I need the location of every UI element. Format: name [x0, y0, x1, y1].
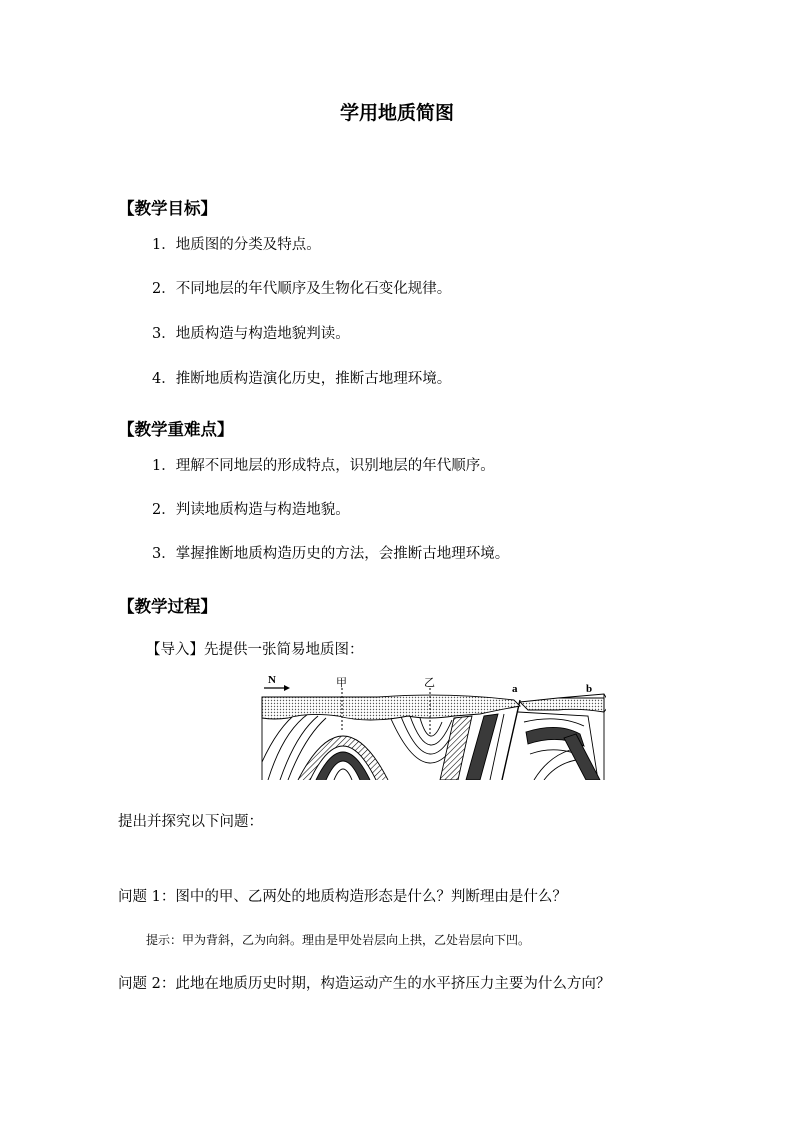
key-point-item-2: 2．判读地质构造与构造地貌。 — [152, 502, 350, 518]
page-title: 学用地质简图 — [339, 102, 454, 124]
hint-1: 提示：甲为背斜，乙为向斜。理由是甲处岩层向上拱，乙处岩层向下凹。 — [146, 933, 531, 947]
intro-text: 【导入】先提供一张简易地质图： — [146, 642, 364, 658]
geologic-cross-section-diagram — [258, 672, 610, 782]
key-points-heading: 【教学重难点】 — [118, 420, 234, 439]
jia-label: 甲 — [336, 676, 347, 689]
cover-layer — [262, 695, 520, 720]
a-label: a — [512, 683, 518, 695]
key-point-item-3: 3．掌握推断地质构造历史的方法，会推断古地理环境。 — [152, 546, 510, 562]
yi-label: 乙 — [424, 676, 435, 689]
cover-layer-right — [520, 698, 604, 712]
objective-item-2: 2．不同地层的年代顺序及生物化石变化规律。 — [152, 281, 452, 297]
question-2: 问题 2：此地在地质历史时期，构造运动产生的水平挤压力主要为什么方向？ — [118, 976, 611, 992]
objective-item-1: 1．地质图的分类及特点。 — [152, 237, 321, 253]
process-heading: 【教学过程】 — [118, 597, 217, 616]
objective-item-4: 4．推断地质构造演化历史，推断古地理环境。 — [152, 371, 452, 387]
north-label: N — [268, 674, 276, 686]
fault-line — [502, 700, 520, 780]
b-label: b — [586, 683, 593, 695]
key-point-item-1: 1．理解不同地层的形成特点，识别地层的年代顺序。 — [152, 458, 495, 474]
objectives-heading: 【教学目标】 — [118, 199, 217, 218]
folded-strata — [262, 712, 600, 780]
objective-item-3: 3．地质构造与构造地貌判读。 — [152, 326, 350, 342]
question-1: 问题 1：图中的甲、乙两处的地质构造形态是什么？判断理由是什么？ — [118, 889, 567, 905]
prompt-text: 提出并探究以下问题： — [118, 814, 263, 830]
